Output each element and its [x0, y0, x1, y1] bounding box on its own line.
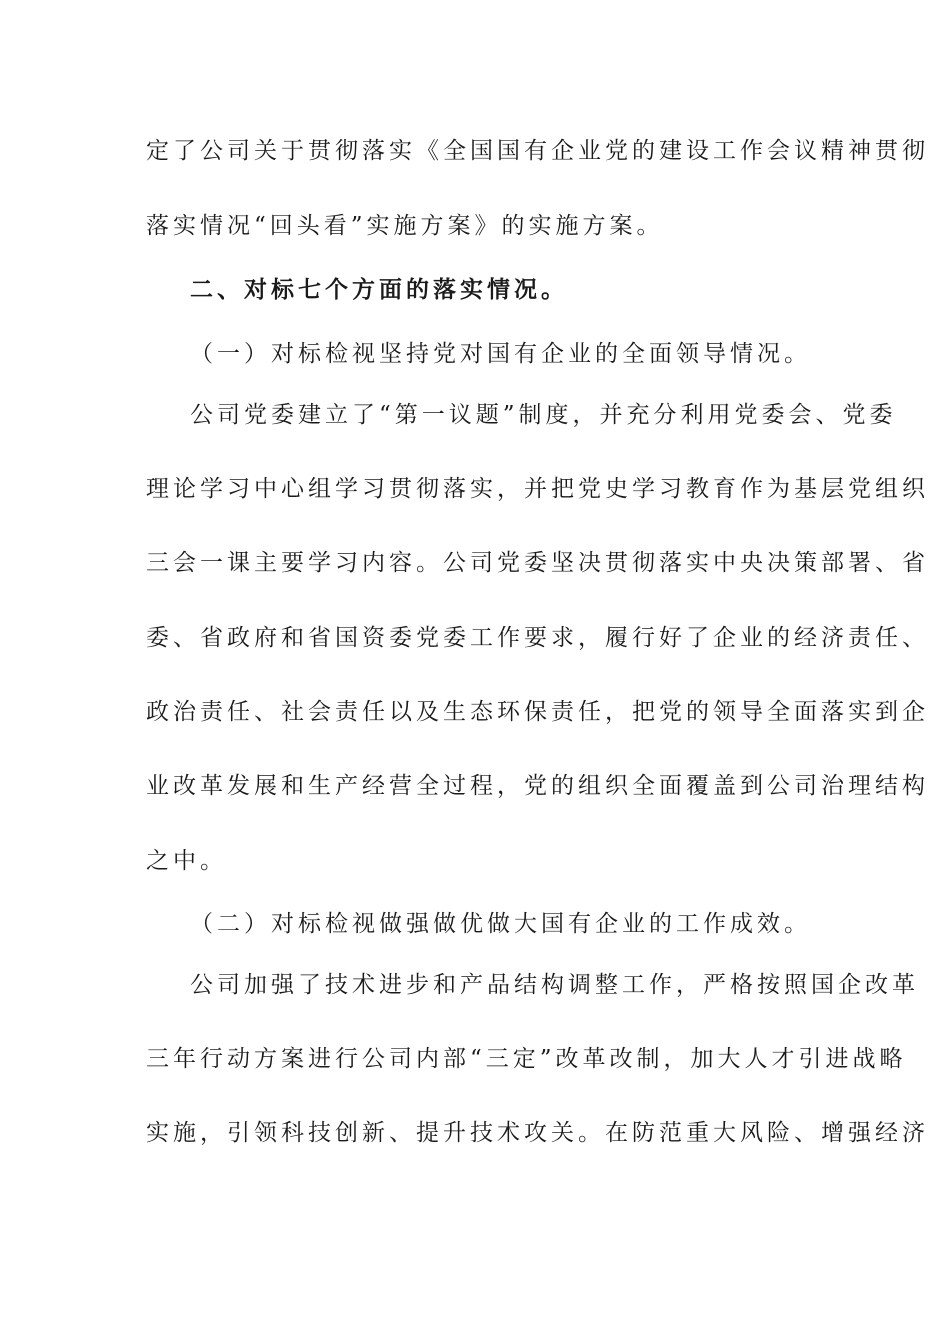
paragraph-line: 公司加强了技术进步和产品结构调整工作，严格按照国企改革 [190, 972, 919, 998]
paragraph-line: 业改革发展和生产经营全过程，党的组织全面覆盖到公司治理结构 [146, 773, 929, 799]
paragraph-line: 落实情况“回头看”实施方案》的实施方案。 [146, 213, 664, 239]
section-heading: 二、对标七个方面的落实情况。 [190, 276, 568, 303]
paragraph-line: 公司党委建立了“第一议题”制度，并充分利用党委会、党委 [190, 402, 897, 428]
paragraph-line: 三年行动方案进行公司内部“三定”改革改制，加大人才引进战略 [146, 1046, 907, 1072]
paragraph-line: 委、省政府和省国资委党委工作要求，履行好了企业的经济责任、 [146, 625, 929, 651]
paragraph-line: 定了公司关于贯彻落实《全国国有企业党的建设工作会议精神贯彻 [146, 138, 929, 164]
paragraph-line: 政治责任、社会责任以及生态环保责任，把党的领导全面落实到企 [146, 699, 929, 725]
subsection-heading: （一）对标检视坚持党对国有企业的全面领导情况。 [190, 341, 811, 367]
paragraph-line: 三会一课主要学习内容。公司党委坚决贯彻落实中央决策部署、省 [146, 550, 929, 576]
paragraph-line: 之中。 [146, 848, 227, 874]
paragraph-line: 理论学习中心组学习贯彻落实，并把党史学习教育作为基层党组织 [146, 476, 929, 502]
paragraph-line: 实施，引领科技创新、提升技术攻关。在防范重大风险、增强经济 [146, 1120, 929, 1146]
subsection-heading: （二）对标检视做强做优做大国有企业的工作成效。 [190, 911, 811, 937]
